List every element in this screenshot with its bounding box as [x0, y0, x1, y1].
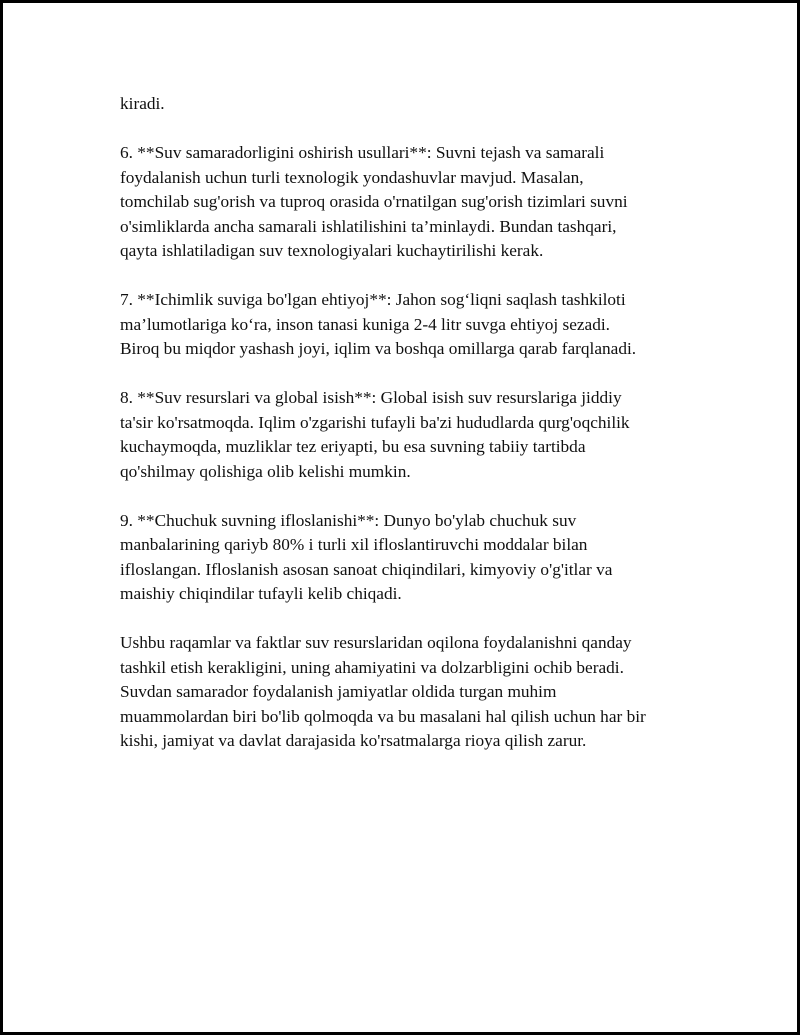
text-line: kuchaymoqda, muzliklar tez eriyapti, bu esa suvning tabiiy tartibda [120, 437, 586, 456]
text-line: ta'sir ko'rsatmoqda. Iqlim o'zgarishi tufayli ba'zi hududlarda qurg'oqchilik [120, 412, 630, 432]
text-line: qayta ishlatiladigan suv texnologiyalari kuchaytirilishi kerak. [120, 241, 544, 260]
text-line: tomchilab sug'orish va tuproq orasida o'rnatilgan sug'orish tizimlari suvni [120, 192, 628, 211]
paragraph-conclusion [120, 631, 720, 754]
paragraph-item-7-drinking-water [120, 288, 720, 362]
text-line: maishiy chiqindilar tufayli kelib chiqadi. [120, 584, 402, 603]
text-line: qo'shilmay qolishiga olib kelishi mumkin. [120, 461, 411, 481]
text-line: kishi, jamiyat va davlat darajasida ko'rsatmalarga rioya qilish zarur. [120, 731, 587, 750]
paragraph-item-8-global-warming [120, 386, 720, 484]
document-body [120, 92, 720, 778]
text-line: muammolardan biri bo'lib qolmoqda va bu masalani hal qilish uchun har bir [120, 706, 646, 726]
text-line: foydalanish uchun turli texnologik yondashuvlar mavjud. Masalan, [120, 167, 584, 187]
text-line: 9. **Chuchuk suvning ifloslanishi**: Dunyo bo'ylab chuchuk suv [120, 510, 577, 530]
text-line: kiradi. [120, 94, 165, 113]
text-line: Ushbu raqamlar va faktlar suv resurslaridan oqilona foydalanishni qanday [120, 633, 632, 652]
text-line: 8. **Suv resurslari va global isish**: Global isish suv resurslariga jiddiy [120, 388, 622, 407]
text-line: ma’lumotlariga ko‘ra, inson tanasi kuniga 2-4 litr suvga ehtiyoj sezadi. [120, 314, 610, 334]
paragraph-item-9-freshwater-pollution [120, 509, 720, 607]
text-line: Suvdan samarador foydalanish jamiyatlar oldida turgan muhim [120, 682, 557, 701]
text-line: 6. **Suv samaradorligini oshirish usullari**: Suvni tejash va samarali [120, 143, 605, 162]
text-line: ifloslangan. Ifloslanish asosan sanoat chiqindilari, kimyoviy o'g'itlar va [120, 559, 613, 579]
text-line: manbalarining qariyb 80% i turli xil ifloslantiruvchi moddalar bilan [120, 535, 588, 554]
paragraph-continuation [120, 92, 720, 117]
text-line: tashkil etish kerakligini, uning ahamiyatini va dolzarbligini ochib beradi. [120, 657, 624, 677]
text-line: 7. **Ichimlik suviga bo'lgan ehtiyoj**: Jahon sog‘liqni saqlash tashkiloti [120, 290, 626, 309]
paragraph-item-6-water-efficiency [120, 141, 720, 264]
text-line: Biroq bu miqdor yashash joyi, iqlim va boshqa omillarga qarab farqlanadi. [120, 339, 637, 358]
text-line: o'simliklarda ancha samarali ishlatilishini ta’minlaydi. Bundan tashqari, [120, 216, 617, 236]
